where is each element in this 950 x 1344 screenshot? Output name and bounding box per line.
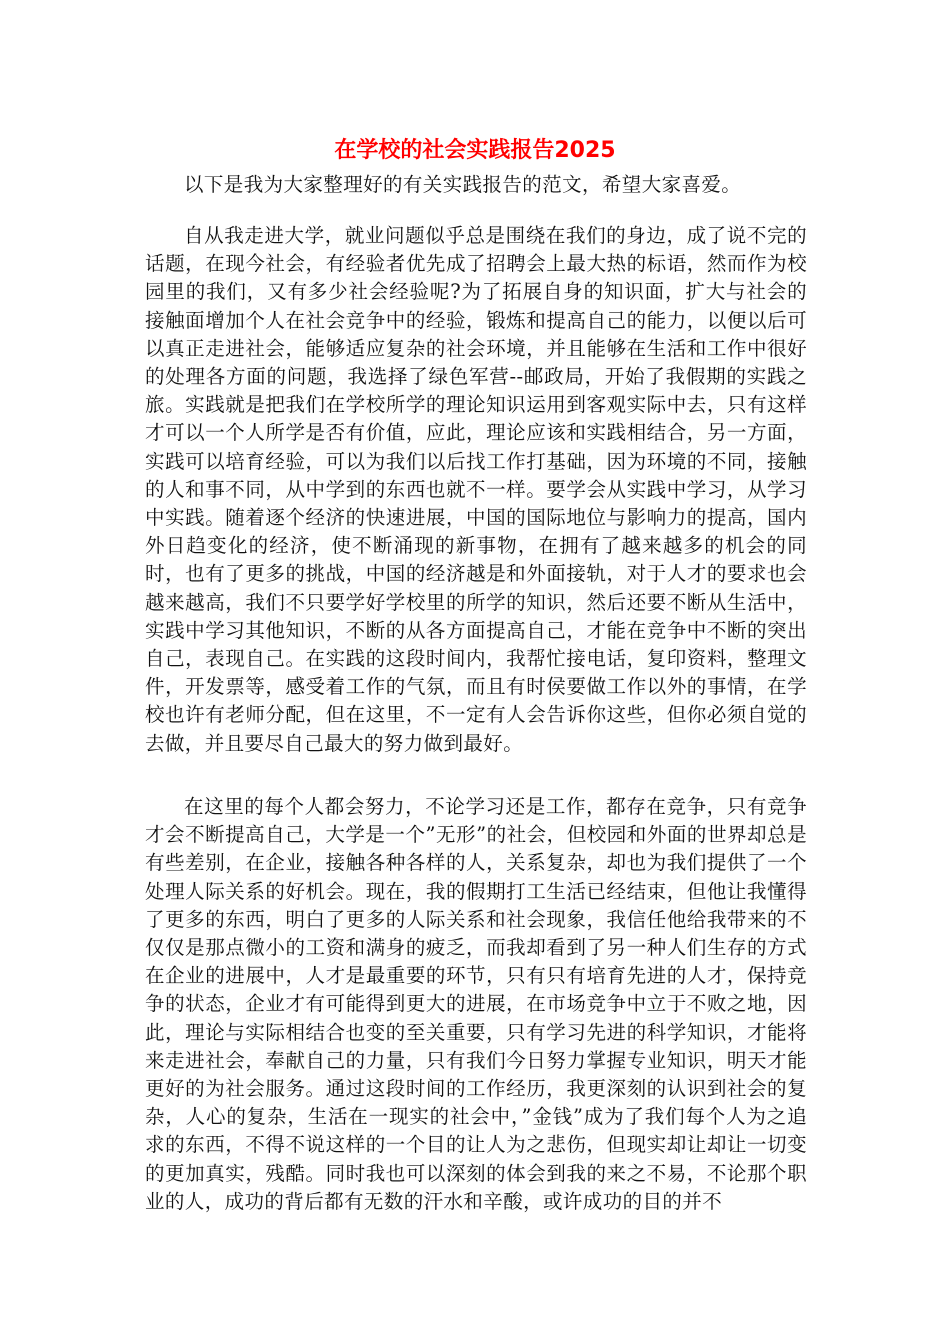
intro-paragraph: 以下是我为大家整理好的有关实践报告的范文，希望大家喜爱。 [184, 173, 742, 196]
document-title: 在学校的社会实践报告2025 [334, 138, 616, 163]
body-paragraph-1: 自从我走进大学，就业问题似乎总是围绕在我们的身边，成了说不完的话题，在现今社会，有经验者优先成了招聘会上最大热的标语，然而作为校园里的我们，又有多少社会经验呢?为了拓展自身的知识面，扩大与社会的接触面增加个人在社会竞争中的经验，锻炼和提高自己的能力，以便以后可以真正走进社会，能够适应复杂的社会环境，并且能够在生活和工作中很好的处理各方面的问题，我选择了绿色军营--邮政局，开始了我假期的实践之旅。实践就是把我们在学校所学的理论知识运用到客观实际中去，只有这样才可以一个人所学是否有价值，应此，理论应该和实践相结合，另一方面，实践可以培育经验，可以为我们以后找工作打基础，因为环境的不同，接触的人和事不同，从中学到的东西也就不一样。要学会从实践中学习，从学习中实践。随着逐个经济的快速进展，中国的国际地位与影响力的提高，国内外日趋变化的经济，使不断涌现的新事物，在拥有了越来越多的机会的同时，也有了更多的挑战，中国的经济越是和外面接轨，对于人才的要求也会越来越高，我们不只要学好学校里的所学的知识，然后还要不断从生活中，实践中学习其他知识，不断的从各方面提高自己，才能在竞争中不断的突出自己，表现自己。在实践的这段时间内，我帮忙接电话，复印资料，整理文件，开发票等，感受着工作的气氛，而且有时侯要做工作以外的事情，在学校也许有老师分配，但在这里，不一定有人会告诉你这些，但你必须自觉的去做，并且要尽自己最大的努力做到最好。 [145, 224, 807, 755]
body-paragraph-2: 在这里的每个人都会努力，不论学习还是工作，都存在竞争，只有竞争才会不断提高自己，大学是一个”无形”的社会，但校园和外面的世界却总是有些差别，在企业，接触各种各样的人，关系复杂，却也为我们提供了一个处理人际关系的好机会。现在，我的假期打工生活已经结束，但他让我懂得了更多的东西，明白了更多的人际关系和社会现象，我信任他给我带来的不仅仅是那点微小的工资和满身的疲乏，而我却看到了另一种人们生存的方式在企业的进展中，人才是最重要的环节，只有只有培育先进的人才，保持竞争的状态，企业才有可能得到更大的进展，在市场竞争中立于不败之地，因此，理论与实际相结合也变的至关重要，只有学习先进的科学知识，才能将来走进社会，奉献自己的力量，只有我们今日努力掌握专业知识，明天才能更好的为社会服务。通过这段时间的工作经历，我更深刻的认识到社会的复杂，人心的复杂，生活在一现实的社会中，”金钱”成为了我们每个人为之追求的东西，不得不说这样的一个目的让人为之悲伤，但现实却让却让一切变的更加真实，残酷。同时我也可以深刻的体会到我的来之不易，不论那个职业的人，成功的背后都有无数的汗水和辛酸，或许成功的目的并不 [145, 795, 807, 1213]
